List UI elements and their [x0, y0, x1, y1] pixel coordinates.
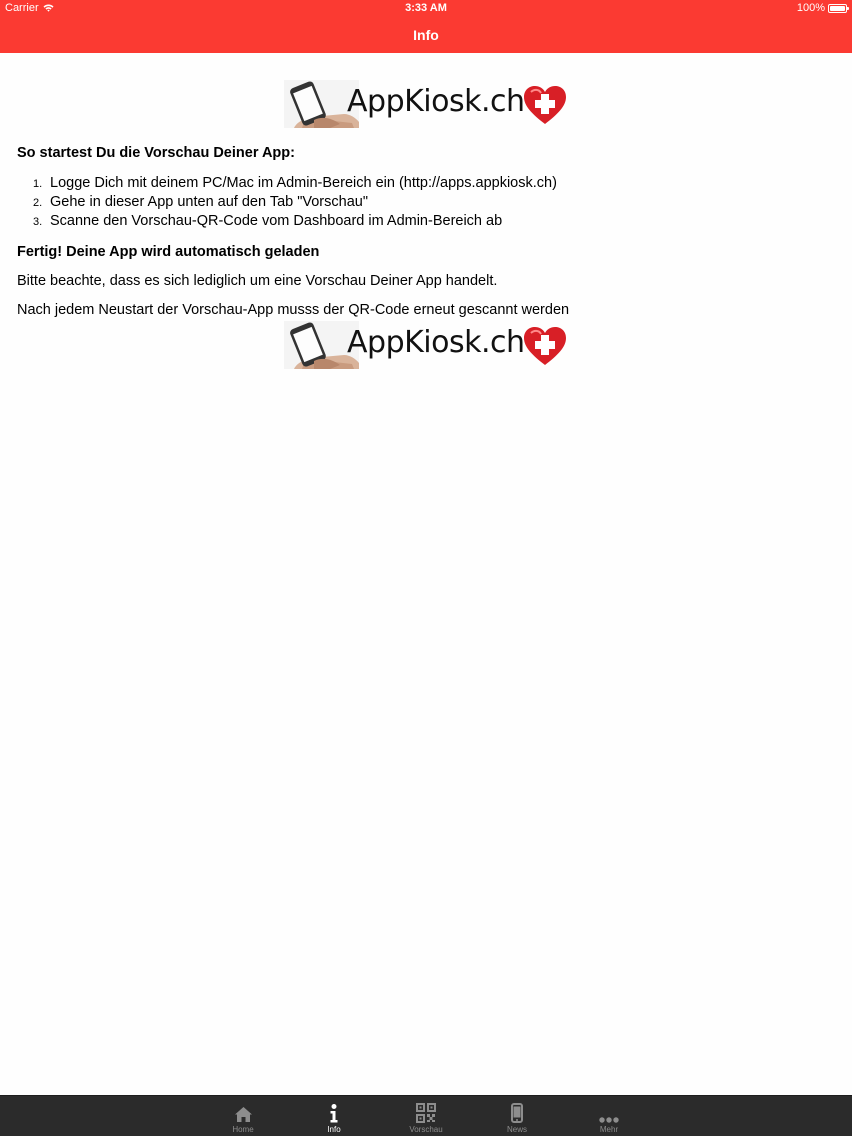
tab-label-vorschau: Vorschau [409, 1125, 443, 1134]
step-text: Gehe in dieser App unten auf den Tab "Vorschau" [50, 194, 368, 210]
list-item [17, 193, 835, 212]
appkiosk-logo [284, 80, 568, 128]
step-number: 3. [33, 216, 43, 228]
tab-bar [0, 1095, 852, 1136]
logo-text: AppKiosk.ch [347, 325, 525, 360]
logo-text: AppKiosk.ch [347, 84, 525, 119]
swiss-heart-icon [522, 325, 568, 367]
swiss-heart-icon [522, 84, 568, 126]
steps-list [17, 174, 835, 231]
tab-label-info: Info [327, 1125, 341, 1134]
home-icon [234, 1106, 253, 1123]
qr-code-icon [416, 1103, 436, 1123]
step-text: Scanne den Vorschau-QR-Code vom Dashboard im Admin-Bereich ab [50, 213, 503, 229]
tab-vorschau[interactable] [396, 1096, 456, 1136]
info-icon [329, 1104, 339, 1123]
battery-icon [828, 4, 847, 13]
tab-label-home: Home [232, 1125, 254, 1134]
step-text: Logge Dich mit deinem PC/Mac im Admin-Bereich ein (http://apps.appkiosk.ch) [50, 175, 557, 191]
status-bar [0, 0, 852, 18]
carrier-label: Carrier [5, 2, 39, 14]
tab-mehr[interactable] [579, 1096, 639, 1136]
preview-note: Bitte beachte, dass es sich lediglich um eine Vorschau Deiner App handelt. [17, 273, 498, 289]
tab-label-mehr: Mehr [599, 1125, 619, 1134]
list-item [17, 212, 835, 231]
status-time: 3:33 AM [405, 2, 447, 14]
battery-percent: 100% [796, 2, 825, 14]
tab-info[interactable] [304, 1096, 364, 1136]
phone-icon [511, 1103, 523, 1123]
page-title: Info [413, 27, 439, 43]
battery-status [797, 2, 847, 14]
appkiosk-logo-bottom [284, 321, 568, 369]
restart-note: Nach jedem Neustart der Vorschau-App musss der QR-Code erneut gescannt werden [17, 302, 570, 318]
list-item [17, 174, 835, 193]
tab-home[interactable] [213, 1096, 273, 1136]
tab-news[interactable] [487, 1096, 547, 1136]
navigation-bar [0, 18, 852, 53]
tab-label-news: News [506, 1125, 527, 1134]
step-number: 1. [33, 178, 43, 190]
info-content [17, 53, 835, 369]
done-heading: Fertig! Deine App wird automatisch geladen [17, 244, 320, 260]
more-icon [599, 1117, 619, 1123]
instructions-heading: So startest Du die Vorschau Deiner App: [17, 145, 295, 161]
step-number: 2. [33, 197, 43, 209]
